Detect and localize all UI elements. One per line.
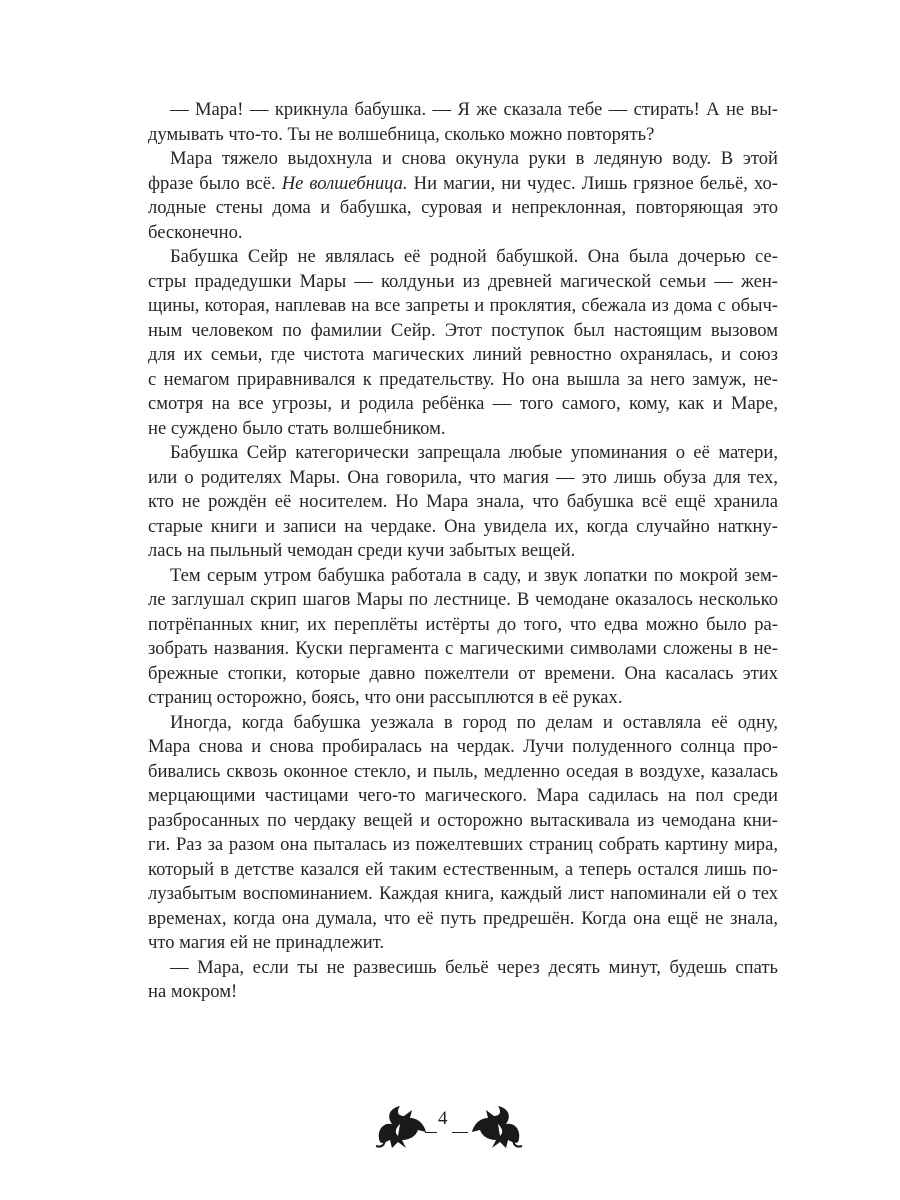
text-line: брежные стопки, которые давно пожелтели от времени. Она касалась этих <box>148 662 778 684</box>
text-line: бесконечно. <box>148 221 243 243</box>
paragraph <box>148 245 778 441</box>
text-line: Бабушка Сейр не являлась её родной бабушкой. Она была дочерью се- <box>170 246 778 267</box>
text-line: бивались сквозь оконное стекло, и пыль, медленно оседая в воздухе, казалась <box>148 760 778 782</box>
text-line: смотря на все угрозы, и родила ребёнка — того самого, кому, как и Маре, <box>148 393 778 414</box>
text-line: для их семьи, где чистота магических линий ревностно охранялась, и союз <box>148 344 778 365</box>
text-line: думывать что-то. Ты не волшебница, сколько можно повторять? <box>148 123 655 145</box>
text-line: страниц осторожно, боясь, что они рассыплются в её руках. <box>148 687 623 708</box>
text-line: лась на пыльный чемодан среди кучи забытых вещей. <box>148 540 576 561</box>
text-line: ным человеком по фамилии Сейр. Этот поступок был настоящим вызовом <box>148 319 778 341</box>
text-line: который в детстве казался ей таким естественным, а теперь остался лишь по- <box>148 858 778 880</box>
italic-emphasis: Не волшебница. <box>281 172 408 194</box>
text-line: Иногда, когда бабушка уезжала в город по делам и оставляла её одну, <box>170 711 778 733</box>
text-line: временах, когда она думала, что её путь предрешён. Когда она ещё не знала, <box>148 907 778 929</box>
text-line: — Мара! — крикнула бабушка. — Я же сказала тебе — стирать! А не вы- <box>170 99 778 120</box>
paragraph <box>148 98 778 147</box>
text-line: на мокром! <box>148 981 238 1002</box>
page-footer <box>0 1100 900 1160</box>
text-line: Мара снова и снова пробиралась на чердак. Лучи полуденного солнца про- <box>148 736 778 757</box>
text-line: зобрать названия. Куски пергамента с магическими символами сложены в не- <box>148 638 778 659</box>
text-line: Тем серым утром бабушка работала в саду, и звук лопатки по мокрой зем- <box>170 564 778 586</box>
footer-rule-left <box>425 1132 437 1133</box>
text-line: или о родителях Мары. Она говорила, что магия — это лишь обуза для тех, <box>148 466 778 488</box>
text-line: что магия ей не принадлежит. <box>148 932 385 953</box>
text-line: потрёпанных книг, их переплёты истёрты до того, что едва можно было ра- <box>148 613 778 635</box>
text-line: стры прадедушки Мары — колдуньи из древней магической семьи — жен- <box>148 270 778 292</box>
text-line: — Мара, если ты не развесишь бельё через десять минут, будешь спать <box>170 956 778 978</box>
text-line <box>148 172 778 197</box>
text-line: не суждено было стать волшебником. <box>148 417 446 439</box>
paragraph <box>148 564 778 711</box>
paragraph <box>148 711 778 956</box>
paragraph <box>148 147 778 245</box>
text-line: ги. Раз за разом она пыталась из пожелтевших страниц собрать картину мира, <box>148 834 778 855</box>
text-line: лузабытым воспоминанием. Каждая книга, каждый лист напоминали ей о тех <box>148 883 778 904</box>
text-line: мерцающими частицами чего-то магического. Мара садилась на пол среди <box>148 785 778 806</box>
text-line: разбросанных по чердаку вещей и осторожно вытаскивала из чемодана кни- <box>148 809 778 831</box>
page-body-text <box>148 98 778 1005</box>
page-number: 4 <box>438 1108 448 1129</box>
text-line: с немагом приравнивался к предательству. Но она вышла за него замуж, не- <box>148 368 778 390</box>
text-segment: Ни магии, ни чудес. Лишь грязное бельё, хо- <box>407 172 779 194</box>
text-line: ле заглушал скрип шагов Мары по лестнице. В чемодане оказалось несколько <box>148 589 778 610</box>
text-line: лодные стены дома и бабушка, суровая и непреклонная, повторяющая это <box>148 197 778 218</box>
text-line: старые книги и записи на чердаке. Она увидела их, когда случайно наткну- <box>148 515 778 537</box>
dragon-left-icon <box>372 1102 432 1150</box>
dragon-right-icon <box>466 1102 526 1150</box>
text-line: щины, которая, наплевав на все запреты и проклятия, сбежала из дома с обыч- <box>148 295 778 316</box>
text-segment: фразе было всё. <box>148 172 282 194</box>
text-line: Бабушка Сейр категорически запрещала любые упоминания о её матери, <box>170 442 778 463</box>
paragraph <box>148 956 778 1005</box>
text-line: Мара тяжело выдохнула и снова окунула руки в ледяную воду. В этой <box>170 148 778 169</box>
paragraph <box>148 441 778 564</box>
text-line: кто не рождён её носителем. Но Мара знала, что бабушка всё ещё хранила <box>148 491 778 512</box>
